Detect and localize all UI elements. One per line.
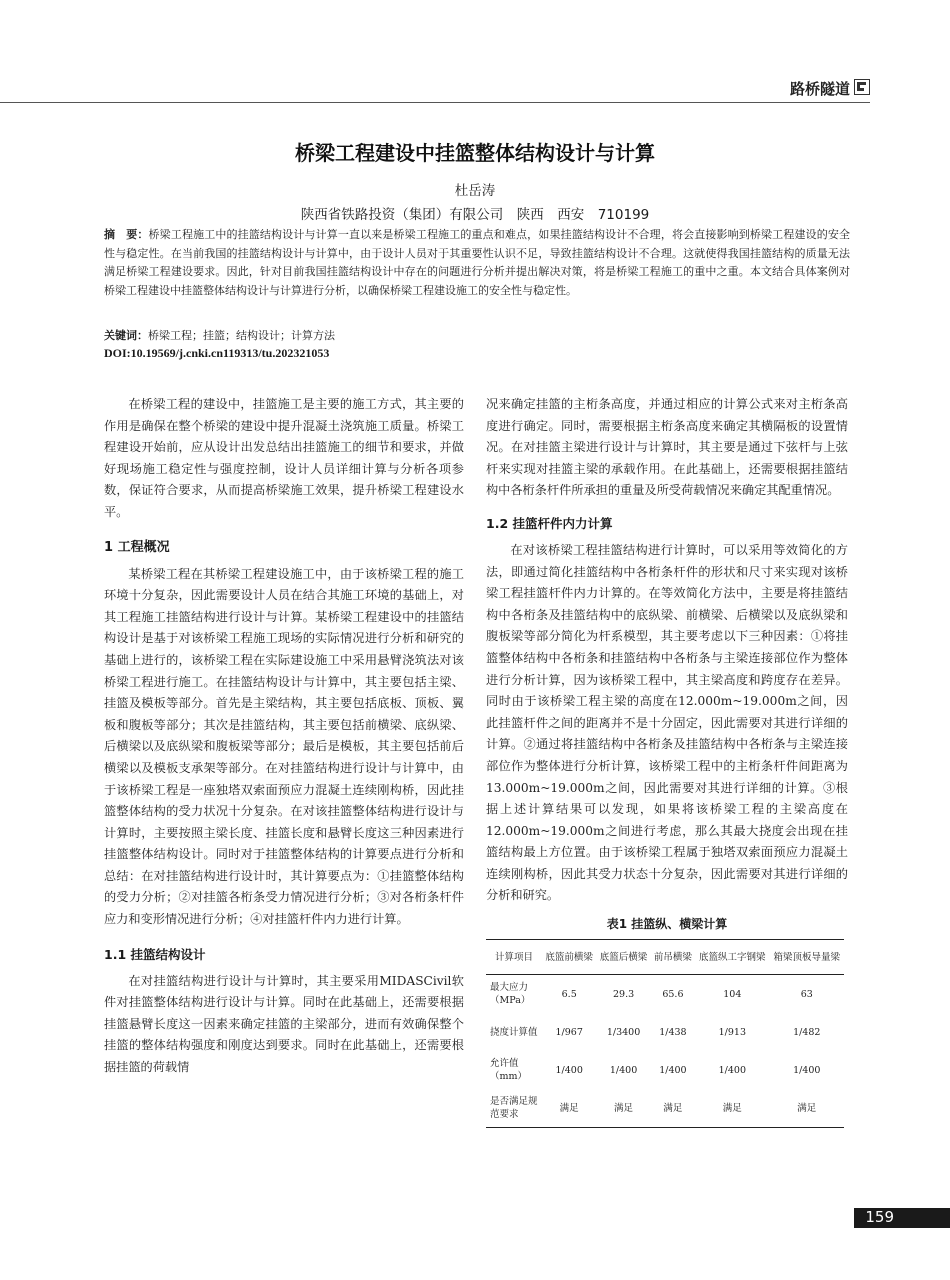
abstract-text: 桥梁工程施工中的挂篮结构设计与计算一直以来是桥梁工程施工的重点和难点，如果挂篮结构设计不合理，将会直接影响到桥梁工程建设的安全性与稳定性。在当前我国的挂篮结构设计与计算中，由于设计人员对于其重要性认识不足，导致挂篮结构设计不合理。这就使得我国挂篮结构的质量无法满足桥梁工程建设要求。因此，针对目前我国挂篮结构设计中存在的问题进行分析并提出解决对策，将是桥梁工程施工的重中之重。本文结合具体案例对桥梁工程建设中挂篮整体结构设计与计算进行分析，以确保桥梁工程建设施工的安全性与稳定性。 (104, 228, 850, 297)
table-header-cell: 底篮前横梁 (542, 940, 596, 975)
table-row (486, 975, 844, 1014)
table-cell: 满足 (663, 1102, 683, 1114)
doi: DOI:10.19569/j.cnki.cn119313/tu.202321053 (104, 346, 330, 360)
paper-title: 桥梁工程建设中挂篮整体结构设计与计算 (295, 141, 655, 165)
table-row-label: 是否满足规范要求 (490, 1096, 538, 1121)
right-column (486, 394, 848, 1128)
table-cell: 满足 (797, 1102, 817, 1114)
table-caption: 表1 挂篮纵、横梁计算 (606, 917, 728, 932)
table-header-cell: 底篮纵工字钢梁 (695, 940, 769, 975)
affiliation: 陕西省铁路投资（集团）有限公司 陕西 西安 710199 (300, 207, 650, 223)
abstract (104, 226, 850, 300)
table-cell: 1/400 (718, 1064, 746, 1076)
table-cell: 满足 (559, 1102, 579, 1114)
section-1-1-paragraph: 在对挂篮结构进行设计与计算时，其主要采用MIDASCivil软件对挂篮整体结构进行设计与计算。同时在此基础上，还需要根据挂篮悬臂长度这一因素来确定挂篮的主梁部分，进而有效确保整个挂篮的整体结构强度和刚度达到要求。同时在此基础上，还需要根据挂篮的荷载情 (104, 973, 464, 1075)
abstract-label: 摘 要： (104, 228, 149, 241)
table-cell: 104 (723, 988, 742, 1000)
section-1-heading: 1 工程概况 (104, 539, 170, 555)
table-cell: 1/438 (659, 1026, 687, 1038)
keywords-text: 桥梁工程；挂篮；结构设计；计算方法 (148, 329, 335, 342)
table-header-row (486, 940, 844, 975)
table-cell: 1/400 (659, 1064, 687, 1076)
table-header-cell: 底篮后横梁 (596, 940, 650, 975)
table-cell: 1/400 (793, 1064, 821, 1076)
header-rule (0, 102, 870, 103)
table-row-label: 最大应力（MPa） (490, 982, 531, 1007)
table-cell: 63 (800, 988, 813, 1000)
table-cell: 1/913 (718, 1026, 746, 1038)
section-1-2-heading: 1.2 挂篮杆件内力计算 (486, 515, 613, 531)
table-cell: 满足 (722, 1102, 742, 1114)
left-column (104, 394, 464, 1079)
table-cell: 1/967 (555, 1026, 583, 1038)
table-cell: 6.5 (561, 988, 577, 1000)
table-row (486, 1013, 844, 1051)
table-row (486, 1089, 844, 1128)
page-number: 159 (865, 1208, 894, 1226)
table-cell: 29.3 (612, 988, 635, 1000)
table-row-label: 允许值（mm） (490, 1058, 528, 1083)
table-row (486, 1051, 844, 1089)
table-header-cell: 箱梁顶板导量梁 (770, 940, 844, 975)
section-1-paragraph: 某桥梁工程在其桥梁工程建设施工中，由于该桥梁工程的施工环境十分复杂，因此需要设计人员在结合其施工环境的基础上，对其工程施工挂篮结构进行设计与计算。某桥梁工程建设中的挂篮结构设计是基于对该桥梁工程施工现场的实际情况进行分析和研究的基础上进行的，该桥梁工程在实际建设施工中采用悬臂浇筑法对该桥梁工程进行施工。在挂篮结构设计与计算中，其主要包括主梁、挂篮及模板等部分。首先是主梁结构，其主要包括底板、顶板、翼板和腹板等部分；其次是挂篮结构，其主要包括前横梁、底纵梁、后横梁以及底纵梁和腹板梁等部分；最后是模板，其主要包括前后横梁以及模板支承架等部分。在对挂篮结构进行设计与计算中，由于该桥梁工程是一座独塔双索面预应力混凝土连续刚构桥，因此挂篮整体结构的受力状况十分复杂。在对该挂篮整体结构进行设计与计算时，主要按照主梁长度、挂篮长度和悬臂长度这三种因素进行挂篮整体结构设计。同时对于挂篮整体结构的计算要点进行分析和总结：在对挂篮结构进行设计时，其计算要点为：①挂篮整体结构的受力分析；②对挂篮各桁条受力情况进行分析；③对各桁条杆件应力和变形情况进行分析；④对挂篮杆件内力进行计算。 (104, 566, 464, 927)
continued-paragraph: 况来确定挂篮的主桁条高度，并通过相应的计算公式来对主桁条高度进行确定。同时，需要根据主桁条高度来确定其横隔板的设置情况。在对挂篮主梁进行设计与计算时，其主要是通过下弦杆与上弦杆来实现对挂篮主梁的承载作用。在此基础上，还需要根据挂篮结构中各桁条杆件所承担的重量及所受荷载情况来确定其配重情况。 (486, 397, 848, 498)
journal-logo-icon (854, 79, 870, 95)
table-cell: 1/3400 (606, 1026, 641, 1038)
table-cell: 1/482 (793, 1026, 821, 1038)
calc-table (486, 939, 844, 1128)
table-cell: 65.6 (662, 988, 684, 1000)
journal-section-label: 路桥隧道 (789, 80, 850, 98)
table-header-cell: 计算项目 (486, 940, 542, 975)
table-cell: 1/400 (555, 1064, 583, 1076)
table-cell: 满足 (614, 1102, 634, 1114)
table-cell: 1/400 (609, 1064, 638, 1076)
table-row-label: 挠度计算值 (490, 1026, 538, 1038)
keywords (104, 327, 850, 345)
section-1-2-paragraph: 在对该桥梁工程挂篮结构进行计算时，可以采用等效简化的方法，即通过简化挂篮结构中各桁条杆件的形状和尺寸来实现对该桥梁工程挂篮杆件内力计算的。在等效简化方法中，主要是将挂篮结构中各桁条及挂篮结构中的底纵梁、前横梁、后横梁以及底纵梁和腹板梁等部分简化为杆系模型，其主要考虑以下三种因素：①将挂篮整体结构中各桁条和挂篮结构中各桁条与主梁连接部位作为整体进行分析计算，因为该桥梁工程中，其主梁高度和跨度存在差异。同时由于该桥梁工程主梁的高度在12.000m~19.000m之间，因此挂篮杆件之间的距离并不是十分固定，因此需要对其进行详细的计算。②通过将挂篮结构中各桁条及挂篮结构中各桁条与主梁连接部位作为整体进行分析计算，该桥梁工程中的主桁条杆件间距离为13.000m~19.000m之间，因此需要对其进行详细的计算。③根据上述计算结果可以发现，如果将该桥梁工程的主梁高度在12.000m~19.000m之间进行考虑，那么其最大挠度会出现在挂篮结构最上方位置。由于该桥梁工程属于独塔双索面预应力混凝土连续刚构桥，因此其受力状态十分复杂，因此需要对其进行详细的分析和研究。 (486, 542, 848, 903)
author: 杜岳涛 (454, 183, 496, 199)
keywords-label: 关键词： (104, 329, 148, 342)
section-1-1-heading: 1.1 挂篮结构设计 (104, 946, 206, 962)
intro-paragraph: 在桥梁工程的建设中，挂篮施工是主要的施工方式，其主要的作用是确保在整个桥梁的建设中提升混凝土浇筑施工质量。桥梁工程建设开始前，应从设计出发总结出挂篮施工的细节和要求，并做好现场施工稳定性与强度控制，设计人员详细计算与分析各项参数，保证符合要求，从而提高桥梁施工效果，提升桥梁工程建设水平。 (104, 397, 464, 519)
table-header-cell: 前吊横梁 (651, 940, 695, 975)
